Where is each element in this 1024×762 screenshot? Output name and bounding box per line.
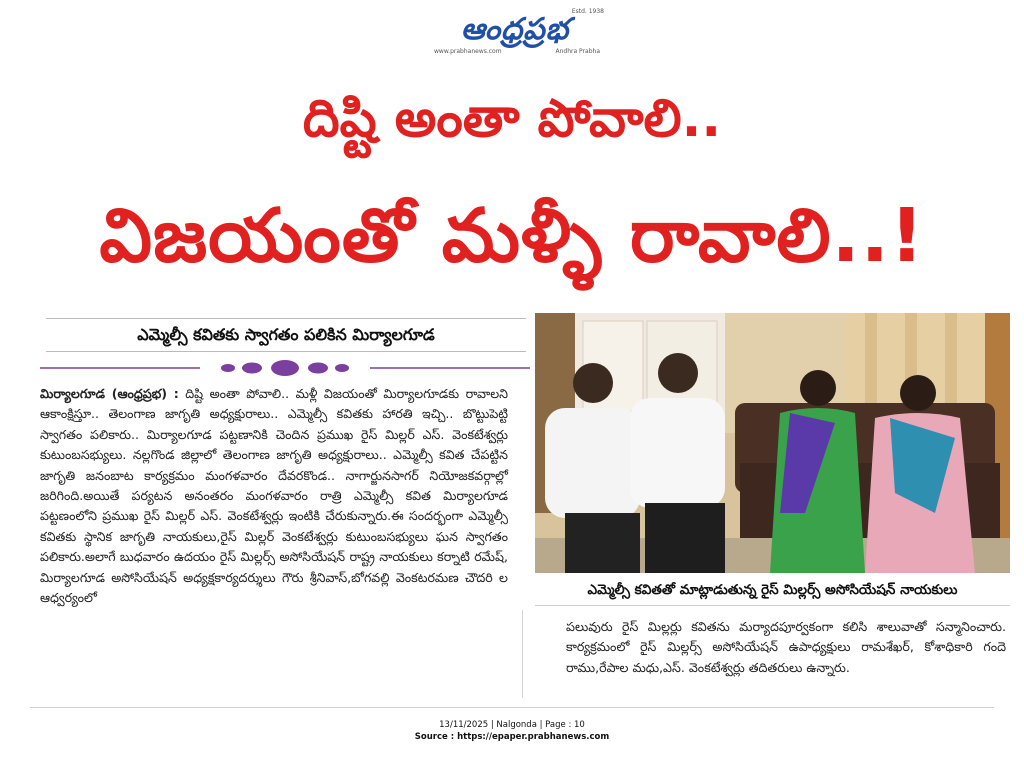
headline-line-2: విజయంతో మళ్ళీ రావాలి..! bbox=[99, 193, 925, 279]
footer-divider bbox=[30, 707, 994, 708]
article-subheading: ఎమ్మెల్సీ కవితకు స్వాగతం పలికిన మిర్యాలగూడ bbox=[46, 318, 526, 352]
masthead-title: ఆంధ్రప్రభ bbox=[460, 12, 570, 47]
masthead-tagline: Andhra Prabha bbox=[555, 48, 600, 55]
footer-edition-info: 13/11/2025 | Nalgonda | Page : 10 bbox=[439, 720, 585, 730]
news-photo bbox=[535, 313, 1010, 573]
article-continuation: పలువురు రైస్ మిల్లర్లు కవితను మర్యాదపూర్వకంగా కలిసి శాలువాతో సన్మానించారు. కార్యక్రమంలో రైస్ మిల్లర్స్ అసోసియేషన్ ఉపాధ్యక్షులు రామశేఖర్, కోశాధికారి గందె రాము,రేపాల మధు,ఎస్. వెంకటేశ్వర్లు తదితరులు ఉన్నారు. bbox=[566, 619, 1006, 675]
photo-caption: ఎమ్మెల్సీ కవితతో మాట్లాడుతున్న రైస్ మిల్లర్స్ అసోసియేషన్ నాయకులు bbox=[535, 575, 1010, 606]
footer-source-link[interactable]: Source : https://epaper.prabhanews.com bbox=[414, 732, 610, 742]
masthead-established: Estd. 1938 bbox=[571, 8, 604, 15]
column-divider bbox=[522, 610, 523, 698]
page-footer bbox=[0, 719, 1024, 743]
decorative-divider bbox=[40, 358, 530, 378]
article-paragraph: దిష్టి అంతా పోవాలి.. మళ్లీ విజయంతో మిర్యాలగూడకు రావాలని ఆకాంక్షిస్తూ.. తెలంగాణ జాగృతి అధ్యక్షురాలు.. ఎమ్మెల్సీ కవితకు హారతి ఇచ్చి.. బొట్టుపెట్టి స్వాగతం పలికారు.. మిర్యాలగూడ పట్టణానికి చెందిన ప్రముఖ రైస్ మిల్లర్ ఎస్. వెంకటేశ్వర్లు కుటుంబసభ్యులు. నల్లగొండ జిల్లాలో తెలంగాణ జాగృతి అధ్యక్షురాలు.. ఎమ్మెల్సీ కవిత చేపట్టిన జాగృతి జనంబాట కార్యక్రమం మంగళవారం దేవరకొండ.. నాగార్జునసాగర్ నియోజకవర్గాల్లో జరిగింది.అయితే పర్యటన అనంతరం మంగళవారం రాత్రి ఎమ్మెల్సీ కవిత మిర్యాలగూడ పట్టణంలోని ప్రముఖ రైస్ మిల్లర్ ఎస్. వెంకటేశ్వర్లు ఇంటికి చేరుకున్నారు.ఈ సందర్భంగా ఎమ్మెల్సీ కవితకు స్థానిక జాగృతి నాయకులు,రైస్ మిల్లర్ వెంకటేశ్వర్లు కుటుంబసభ్యులు ఘన స్వాగతం పలికారు.అలాగే బుధవారం ఉదయం రైస్ మిల్లర్స్ అసోసియేషన్ రాష్ట్ర నాయకులు కర్నాటి రమేష్, మిర్యాలగూడ అసోసియేషన్ అధ్యక్షకార్యదర్శులు గౌరు శ్రీనివాస్,బోగవల్లి వెంకటరమణ చౌదరి ల ఆధ్వర్యంలో bbox=[40, 386, 508, 606]
article-body bbox=[40, 384, 508, 608]
masthead-logo bbox=[420, 8, 610, 54]
masthead-website: www.prabhanews.com bbox=[434, 48, 502, 55]
headline-line-1: దిష్టి అంతా పోవాలి.. bbox=[302, 89, 722, 149]
article-dateline: మిర్యాలగూడ (ఆంధ్రప్రభ) : bbox=[40, 386, 179, 401]
